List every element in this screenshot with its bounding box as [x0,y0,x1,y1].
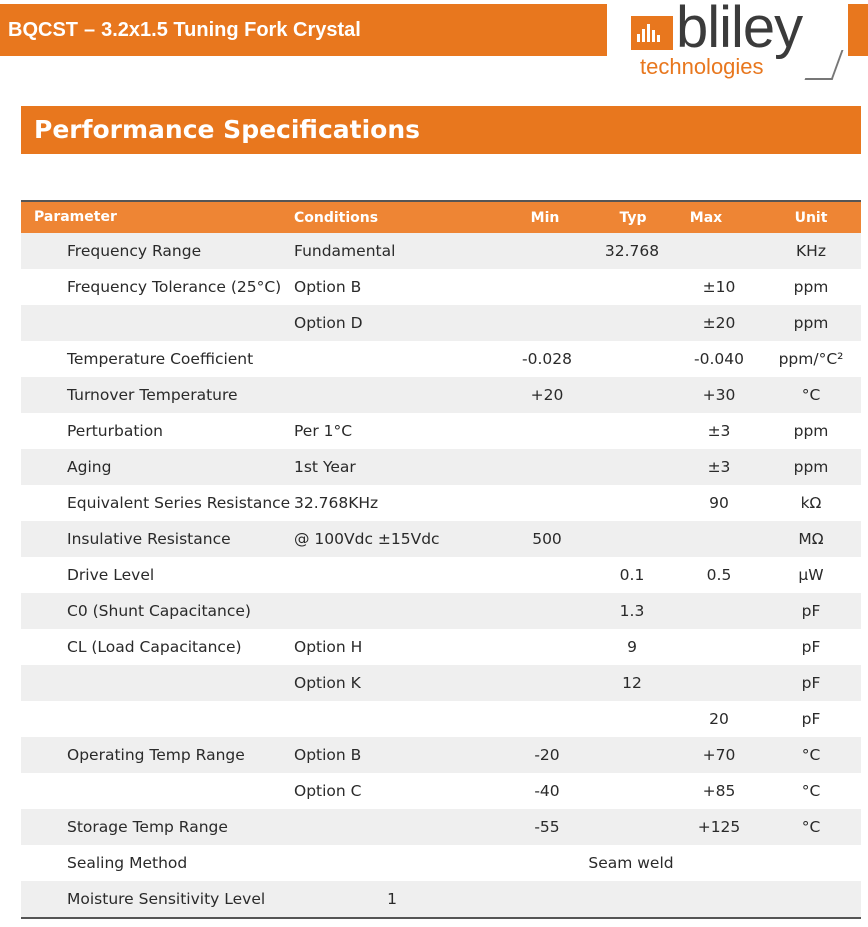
title-separator: – [84,19,96,41]
section-title: Performance Specifications [21,106,861,154]
cell-cond [294,557,494,593]
cell-typ: 12 [622,674,642,692]
cell-typ [582,449,682,485]
table-row-sealing [21,845,861,881]
table-row [21,809,861,845]
table-row [21,233,861,269]
cell-max: -0.040 [694,350,744,368]
cell-unit: pF [801,710,821,728]
cell-min: -55 [534,818,560,836]
cell-max [669,629,769,665]
cell-max: ±10 [702,278,736,296]
cell-max [669,233,769,269]
cell-cond: Option B [294,746,362,764]
cell-cond: Fundamental [294,242,396,260]
table-row [21,737,861,773]
cell-param: Aging [67,457,112,476]
table-row [21,305,861,341]
cell-param: Turnover Temperature [67,385,238,404]
cell-cond [294,701,494,737]
cell-unit: MΩ [798,530,824,548]
table-row [21,377,861,413]
cell-unit: ppm/°C² [778,350,844,368]
cell-typ: 32.768 [604,242,660,260]
waveform-logo-icon [631,16,673,50]
table-row [21,413,861,449]
cell-param: Temperature Coefficient [67,349,254,368]
spec-table [21,200,861,919]
header-parameter: Parameter [34,209,117,225]
cell-max: ±3 [707,422,731,440]
cell-cond: Option H [294,638,363,656]
table-row [21,773,861,809]
cell-cond: @ 100Vdc ±15Vdc [294,530,440,548]
cell-unit: kΩ [800,494,822,512]
cell-cond: Option C [294,782,362,800]
table-header [21,200,861,233]
logo-bracket-decoration [805,50,844,80]
table-row [21,449,861,485]
cell-typ [582,485,682,521]
cell-unit: KHz [796,242,826,260]
document-header-banner [0,4,607,56]
cell-typ [582,773,682,809]
cell-sealing-value: Seam weld [588,854,674,872]
header-unit: Unit [794,209,828,226]
cell-max: +30 [702,386,736,404]
cell-typ: 9 [627,638,637,656]
cell-param: Perturbation [67,421,164,440]
cell-param: Moisture Sensitivity Level [67,889,266,908]
cell-typ [582,341,682,377]
cell-typ [582,413,682,449]
header-min: Min [530,209,560,226]
cell-max [669,593,769,629]
table-body [21,233,861,919]
cell-param: Frequency Range [67,241,202,260]
table-row [21,485,861,521]
header-conditions: Conditions [294,209,379,226]
cell-msl-value: 1 [387,890,397,908]
table-row [21,341,861,377]
cell-unit: °C [801,818,821,836]
cell-unit: °C [801,746,821,764]
cell-max: +85 [702,782,736,800]
cell-cond: 1st Year [294,458,356,476]
cell-cond: 32.768KHz [294,494,379,512]
cell-unit: pF [801,674,821,692]
logo-wordmark: bliley [676,0,803,60]
cell-unit: ppm [793,458,829,476]
cell-cond: Per 1°C [294,422,353,440]
cell-param: Insulative Resistance [67,529,231,548]
cell-min: -40 [534,782,560,800]
cell-param: Sealing Method [67,853,188,872]
cell-min: 500 [532,530,562,548]
cell-cond: Option K [294,674,361,692]
table-row [21,593,861,629]
cell-typ [582,521,682,557]
table-row [21,665,861,701]
table-row [21,557,861,593]
product-description: 3.2x1.5 Tuning Fork Crystal [101,19,361,41]
cell-cond [294,341,494,377]
cell-typ [582,701,682,737]
cell-param: C0 (Shunt Capacitance) [67,601,251,620]
header-typ: Typ [619,209,647,226]
cell-typ [582,269,682,305]
cell-unit: ppm [793,422,829,440]
cell-max [669,521,769,557]
cell-unit: pF [801,638,821,656]
cell-param [67,773,297,809]
cell-unit: ppm [793,278,829,296]
cell-param: Frequency Tolerance (25°C) [67,277,282,296]
product-code: BQCST [8,19,78,41]
cell-cond: Option B [294,278,362,296]
cell-param: Drive Level [67,565,155,584]
header-accent-tab [848,4,868,56]
cell-min: -20 [534,746,560,764]
header-max: Max [689,209,723,226]
cell-min: +20 [530,386,564,404]
cell-param [67,665,297,701]
table-row-msl [21,881,861,919]
cell-max: 90 [709,494,729,512]
table-row [21,269,861,305]
cell-param: Equivalent Series Resistance [67,493,291,512]
cell-param [67,701,297,737]
cell-max: 20 [709,710,729,728]
cell-max: +70 [702,746,736,764]
cell-typ [582,809,682,845]
cell-unit: °C [801,782,821,800]
cell-min: -0.028 [522,350,572,368]
cell-typ: 1.3 [619,602,645,620]
cell-cond [294,809,494,845]
cell-max [669,665,769,701]
cell-max: +125 [697,818,741,836]
table-row [21,521,861,557]
cell-typ [582,737,682,773]
cell-typ: 0.1 [619,566,645,584]
cell-unit: °C [801,386,821,404]
cell-unit: ppm [793,314,829,332]
table-row [21,701,861,737]
cell-cond: Option D [294,314,363,332]
bliley-logo [620,2,868,86]
cell-typ [582,377,682,413]
cell-param: CL (Load Capacitance) [67,637,242,656]
logo-subtitle: technologies [640,54,764,79]
cell-max: ±3 [707,458,731,476]
cell-max: ±20 [702,314,736,332]
cell-unit: µW [798,566,824,584]
cell-cond [294,377,494,413]
cell-max: 0.5 [706,566,732,584]
cell-typ [582,305,682,341]
cell-unit: pF [801,602,821,620]
cell-param [67,305,297,341]
cell-param: Operating Temp Range [67,745,245,764]
table-row [21,629,861,665]
cell-cond [294,593,494,629]
cell-param: Storage Temp Range [67,817,228,836]
